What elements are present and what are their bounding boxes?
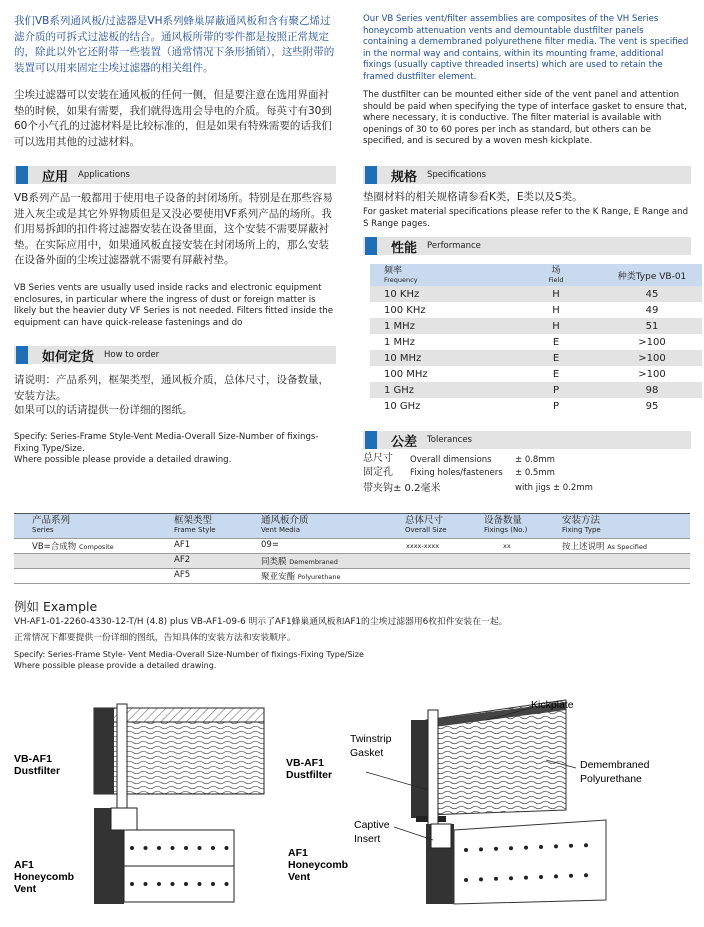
order-cn-1: 请说明：产品系列，框架类型，通风板介质，总体尺寸，设备数量，安装方法。 [14,374,329,402]
applications-cn: VB系列产品一般都用于使用电子设备的封闭场所。特别是在那些容易进入灰尘或是其它外界物质但是又没必要使用VF系列产品的场所。我们用易拆卸的扣件将过滤器安装在设备里面，这个安装不需要屏蔽衬垫。在实际应用中，如果通风板直接安装在封闭场所上的，那么安装在设备外面的尘埃过滤器就不需要有屏蔽衬垫。 [14,192,333,266]
head-field: 场 Field [510,264,602,286]
table-row: 1 MHz E >100 [384,336,666,348]
honeycomb-cell-dot [524,846,528,850]
head-frequency: 频率 Frequency [370,264,510,286]
filter-frame [94,708,114,794]
right-af1-label-1: AF1 [288,847,308,859]
example-en-2: Where possible please provide a detailed drawing. [14,661,217,670]
honeycomb-cell-dot [130,882,134,886]
honeycomb-cell-dot [184,846,188,850]
honeycomb-cell-dot [569,874,573,878]
honeycomb-cell-dot [464,848,468,852]
honeycomb-cell-dot [479,877,483,881]
specifications-title-en: Specifications [427,170,487,180]
specifications-en: For gasket material specifications please refer to the K Range, E Range and S Range pages. [363,207,689,229]
honeycomb-cell-dot [211,882,215,886]
performance-table [370,264,702,414]
left-af1-label-1: AF1 [14,859,34,871]
order-en-1: Specify: Series-Frame Style-Vent Media-Overall Size-Number of fixings-Fixing Type/Size. [14,432,319,454]
order-table [14,513,690,584]
section-marker [365,237,377,255]
specifications-cn: 垫圈材料的相关规格请参看K类，E类以及S类。 [363,191,583,203]
example-en-1: Specify: Series-Frame Style- Vent Media-Overall Size-Number of fixings-Fixing Type/Size [14,650,364,659]
example-line-2: 正常情况下都要提供一份详细的图纸，告知具体的安装方法和安装顺序。 [14,633,296,643]
honeycomb-cell-dot [144,846,148,850]
honeycomb-cell-dot [509,876,513,880]
captive-label-2: Insert [354,833,381,845]
captive-insert [431,824,451,848]
table-row: 100 KHz H 49 [384,304,659,316]
tolerance-row-1: 总尺寸 [363,453,393,464]
table-row: 1 MHz H 51 [370,318,702,334]
col-fixings: 设备数量 Fixings (No.) [484,515,528,534]
twinstrip-label-2: Gasket [350,747,384,759]
honeycomb-cell-dot [494,847,498,851]
intro-en: Our VB Series vent/filter assemblies are composites of the VH Series honeycomb attenuation vents and demountable dustfilter panels containing a demembraned polyurethene filter media. The vent is specified in the normal way and contains, within its mounting frame, additional fixings (usually captive threaded inserts) which are used to retain the framed dustfilter element. [363,14,689,82]
honeycomb-cell-dot [524,876,528,880]
performance-table-head [370,264,702,286]
honeycomb-cell-dot [464,878,468,882]
order-table-head [14,514,690,539]
col-series: 产品系列 Series [32,515,71,534]
honeycomb-grid [124,830,234,902]
table-row: 10 GHz P 95 [384,400,659,412]
right-vb-label-2: Dustfilter [286,769,333,781]
table-row: 1 GHz P 98 [370,382,702,398]
section-marker [365,431,377,449]
col-vent-media: 通风板介质 Vent Media [261,515,309,534]
left-vb-label-2: Dustfilter [14,765,61,777]
specifications-title-cn: 规格 [391,169,418,185]
honeycomb-cell-dot [171,846,175,850]
section-marker [16,346,28,364]
example-title: 例如 Example [14,599,98,614]
col-overall-size: 总体尺寸 Overall Size [405,515,447,534]
order-title-en: How to order [104,350,160,360]
col-frame-style: 框架类型 Frame Style [174,515,216,534]
honeycomb-cell-dot [157,846,161,850]
right-assembly-diagram [276,690,696,925]
tolerance-value-3: with jigs ± 0.2mm [515,483,593,493]
honeycomb-cell-dot [225,846,229,850]
honeycomb-vent [454,820,606,904]
tolerance-row-3: 带夹钩± 0.2毫米 [363,483,441,494]
table-row: AF5 聚亚安酯 Polyurethane [14,569,690,584]
tolerance-row-2: 固定孔 [363,467,393,478]
performance-title-cn: 性能 [391,240,418,256]
specifications-header [363,166,691,184]
table-row: 100 MHz E >100 [384,368,666,380]
honeycomb-cell-dot [211,846,215,850]
head-type: 种类Type VB-01 [602,264,702,286]
performance-title-en: Performance [427,241,481,251]
filter-para-en: The dustfilter can be mounted either side of the vent panel and attention should be paid when specifying the type of interface gasket to ensure that, where necessary, it is conductive. The filter material is available with openings of 30 to 60 pores per inch as standard, but others can be specified, and is secured by a woven mesh kickplate. [363,90,687,146]
left-af1-label-2: Honeycomb [14,871,75,883]
honeycomb-cell-dot [130,846,134,850]
honeycomb-cell-dot [554,844,558,848]
applications-en: VB Series vents are usually used inside racks and electronic equipment enclosures, in particular where the ingress of dust or foreign matter is likely but the heavier duty VF Series is not needed. Filters fitted inside the equipment can have quick-release fastenings and do [14,283,334,328]
honeycomb-cell-dot [198,846,202,850]
left-vb-label-1: VB-AF1 [14,753,52,765]
honeycomb-cell-dot [198,882,202,886]
applications-title-en: Applications [78,170,130,180]
order-en-2: Where possible please provide a detailed drawing. [14,455,232,465]
demembraned-label-1: Demembraned [580,759,650,771]
honeycomb-cell-dot [569,844,573,848]
left-af1-label-3: Vent [14,883,37,895]
filter-para-cn: 尘埃过滤器可以安装在通风板的任何一侧，但是要注意在选用界面衬垫的时候，如果有需要，我们就得选用会导电的介质。每英寸有30到60个小气孔的过滤材料是比较标准的，但是如果有特殊需要的话我们可以选用其他的过滤材料。 [14,89,332,148]
intro-cn: 我们VB系列通风板/过滤器是VH系列蜂巢屏蔽通风板和含有聚乙烯过滤介质的可拆式过滤板的结合。通风板所带的零件都是按照正常规定的，除此以外它还附带一些装置（通常情况下条形插销），这些附带的装置可以用来固定尘埃过滤器的相关组件。 [14,15,335,74]
order-title-cn: 如何定货 [42,349,95,365]
honeycomb-cell-dot [479,847,483,851]
honeycomb-cell-dot [171,882,175,886]
section-marker [16,166,28,184]
tolerance-value-2: ± 0.5mm [515,468,555,478]
right-af1-label-3: Vent [288,871,311,883]
honeycomb-cell-dot [225,882,229,886]
tolerances-title-en: Tolerances [427,435,472,445]
tolerance-value-1: ± 0.8mm [515,455,555,465]
captive-insert [111,808,137,830]
kickplate-label: Kickplate [531,699,574,711]
table-row: 10 KHz H 45 [370,286,702,302]
honeycomb-cell-dot [144,882,148,886]
honeycomb-cell-dot [509,846,513,850]
honeycomb-cell-dot [494,877,498,881]
applications-header [14,166,336,184]
tolerances-header [363,431,691,449]
honeycomb-cell-dot [584,873,588,877]
order-cn-2: 如果可以的话请提供一份详细的图纸。 [14,404,193,416]
demembraned-label-2: Polyurethane [580,773,642,785]
tolerances-title-cn: 公差 [391,434,418,450]
honeycomb-cell-dot [539,875,543,879]
honeycomb-cell-dot [157,882,161,886]
order-header [14,346,336,364]
col-fixing-type: 安装方法 Fixing Type [562,515,601,534]
table-row: 10 MHz E >100 [370,350,702,366]
example-line-1: VH-AF1-01-2260-4330-12-T/H (4.8) plus VB-AF1-09-6 明示了AF1蜂巢通风板和AF1的尘埃过滤器用6枚扣件安装在一起。 [14,617,508,627]
left-assembly-diagram [14,690,274,925]
honeycomb-cell-dot [539,845,543,849]
honeycomb-cell-dot [184,882,188,886]
honeycomb-cell-dot [554,874,558,878]
table-row: AF2 同类膜 Demembraned [14,554,690,569]
captive-label-1: Captive [354,819,390,831]
table-row: VB=合成物 Composite AF1 09= xxxx-xxxx xx 按上述说明 As Specified [14,539,690,554]
tolerance-label-1: Overall dimensions [410,455,492,465]
honeycomb-cell-dot [584,843,588,847]
twinstrip-label-1: Twinstrip [350,733,392,745]
section-marker [365,166,377,184]
applications-title-cn: 应用 [42,169,69,185]
right-vb-label-1: VB-AF1 [286,757,324,769]
tolerance-label-2: Fixing holes/fasteners [410,468,503,478]
performance-header [363,237,691,255]
right-af1-label-2: Honeycomb [288,859,349,871]
